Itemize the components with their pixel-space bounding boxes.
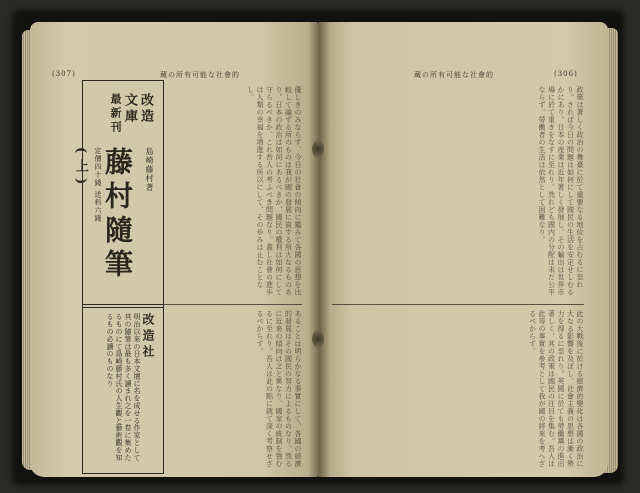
ad-title-text: 藤村隨筆 bbox=[101, 147, 134, 283]
ad-blurb: 明治以來の日本文壇に名を成せる作家として其の隨筆は最も多く讀まれ之を一卷に集めたるものにて島崎藤村氏の人生觀と藝術觀を知るもの必讀のものなり bbox=[106, 313, 141, 461]
right-column-lower: 此の大戰後に於ける經濟的變化は各國の政治に大なる影響を及ぼし、社會主義の思想は漸く勢力を得るに至れり。英國に於ても勞働黨の進出著しく、其の政策は國民の注目を集む。吾人は此等の事實を參考として我が國の將來を考へざるべからず。 bbox=[528, 310, 584, 468]
ad-price: 定價四十錢 送料六錢 bbox=[94, 147, 102, 223]
right-running-title: 蔵の所有可能な社會的 bbox=[414, 71, 494, 79]
left-column-lower: あることは明らかなる事實にして、各國の經濟的發展はその國民の努力によるものなり。然るに近來の傾向は之と異なり、國家の統制を強むるに至れり。吾人は此の點に就て深く考察せざるべからず。 bbox=[256, 310, 302, 468]
ad-publisher: 改造社 bbox=[141, 313, 155, 361]
left-running-title: 蔵の所有可能な社會的 bbox=[160, 71, 240, 79]
left-header bbox=[30, 26, 318, 79]
book-advertisement bbox=[73, 80, 164, 308]
binding-hole-lower bbox=[312, 330, 324, 348]
right-column-upper: 政策は著しく政治の舞臺に於て重要なる地位を占むるに至れり。されば今日の問題は如何にして國民の生活を安定せしむるかにあり。日本の産業は近年著しく發展し、その輸出は世界市場に於て重きをなすに至れり。然れども國内の分配は未だ公平ならず、勞働者の生活は依然として困難なり。 bbox=[538, 86, 584, 296]
right-header bbox=[318, 26, 608, 79]
ad-line-1: 改造 bbox=[138, 93, 153, 125]
right-page bbox=[318, 22, 608, 477]
publisher-box bbox=[82, 304, 164, 474]
book-gutter bbox=[308, 22, 330, 477]
left-page-number: (307) bbox=[52, 70, 76, 78]
left-column-upper: 優しきのみならず、今日の社會の傾向に鑑みて各國の思想を比較して論ずる所のものは我が國の發展に資する所大なるものあり。日本の政治は如何にあるべきか、國民の權利は如何にして守らるべきか、これ吾人の考ふべき問題なり。蓋し社會の進歩は人類の幸福を増進する所以にして、その歩みは止むことなし。 bbox=[246, 86, 302, 296]
ad-author: 島崎藤村著 bbox=[145, 147, 154, 192]
ad-line-2: 文庫 bbox=[122, 93, 137, 125]
right-middle-rule bbox=[332, 304, 584, 305]
ad-volume: (上) bbox=[73, 147, 88, 191]
binding-hole-upper bbox=[312, 140, 324, 158]
ad-line-3: 最新刊 bbox=[109, 93, 122, 135]
right-page-number: (306) bbox=[554, 70, 578, 78]
